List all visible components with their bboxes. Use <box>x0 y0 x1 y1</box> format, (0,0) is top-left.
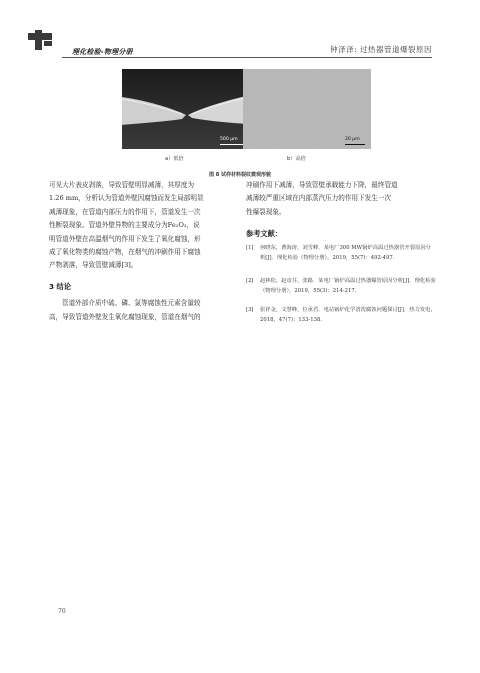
body-line: 性断裂现象。管道外壁异物的主要成分为Fe₂O₃，说 <box>49 221 200 230</box>
body-line: 明管道外壁在高温烟气的作用下发生了氧化腐蚀，形 <box>49 234 201 243</box>
body-line: 冲刷作用下减薄，导致管壁承载能力下降，最终管道 <box>246 181 398 189</box>
body-line: 高，导致管道外壁发生氧化腐蚀现象，管道在烟气的 <box>49 312 201 321</box>
reference-number: [3] <box>246 307 254 313</box>
journal-logo-icon <box>28 30 52 50</box>
scale-bar-a <box>220 144 244 145</box>
reference-number: [2] <box>246 278 254 284</box>
right-column <box>246 179 434 219</box>
section-heading-conclusion: 3 结论 <box>49 281 71 291</box>
body-line: 性爆裂现象。 <box>246 207 286 216</box>
figure-panel-b-label: b）高倍 <box>287 156 306 162</box>
running-title: 钟泽泽: 过热器管道爆裂原因 <box>330 45 432 54</box>
body-line: 减薄现象，在管道内部压力的作用下，管道发生一次 <box>49 207 201 216</box>
scale-bar-label-b: 20 μm <box>345 137 360 142</box>
reference-item <box>246 305 436 325</box>
body-line: 可见大片表皮剥落，导致管壁明显减薄，其厚度为 <box>49 181 195 189</box>
figure-panel-b-micrograph <box>243 69 371 149</box>
figure-panel-a-micrograph <box>122 69 250 149</box>
references-heading: 参考文献： <box>246 229 282 238</box>
scale-bar-b <box>345 144 365 145</box>
figure-caption: 图 8 试样材料裂纹微观形貌 <box>209 172 271 178</box>
reference-text: 何晓东，曹海涛，刘雪峰．某电厂300 MW锅炉高温过热器管开裂原因分析[J]．理化检验（物理分册），2019，55(7)：492-497. <box>260 245 431 262</box>
reference-text: 赵林松，赵彦芬，张路．某电厂锅炉高温过热器爆管原因分析[J]．理化检验（物理分册），2019，55(3)：214-217. <box>260 278 436 295</box>
body-line: 管道外部介质中硫、磷、氯等腐蚀性元素含量较 <box>62 299 201 308</box>
body-line: 减薄较严重区域在内部蒸汽压力的作用下发生一次 <box>246 194 392 203</box>
body-line: 成了氧化物类的腐蚀产物，在烟气的冲刷作用下腐蚀 <box>49 248 201 257</box>
body-line: 产物剥落，导致管壁减薄[3]。 <box>49 261 138 270</box>
reference-item <box>246 276 436 296</box>
scale-bar-label-a: 500 μm <box>220 137 238 142</box>
reference-number: [1] <box>246 245 254 251</box>
journal-name: 理化检验-物理分册 <box>72 48 133 56</box>
left-column <box>49 179 237 324</box>
header-divider <box>62 57 432 58</box>
reference-item <box>246 243 436 263</box>
body-line: 1.26 mm，分析认为管道外壁因腐蚀而发生局部明显 <box>49 194 204 203</box>
figure-panel-a-label: a）低倍 <box>165 156 184 162</box>
page-number: 70 <box>58 608 66 615</box>
reference-text: 张祥金，文慧峰，位承君．电站锅炉化学清洗腐蚀问题探讨[J]．热力发电，2018，47(7)：133-138. <box>260 307 436 324</box>
